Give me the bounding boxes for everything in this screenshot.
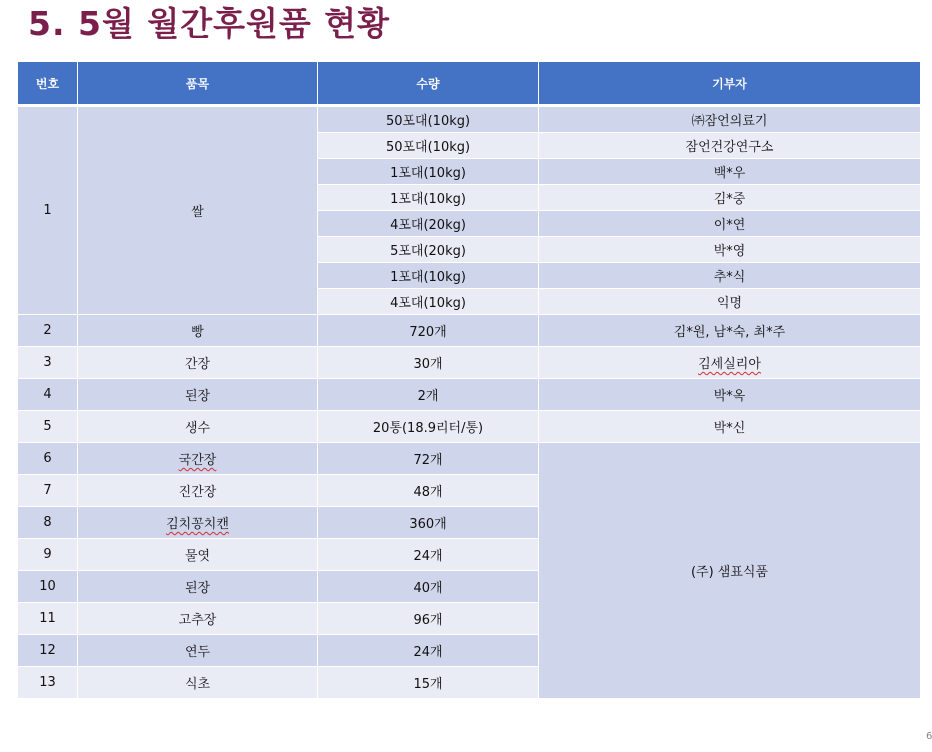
cell-no: 6 <box>18 443 78 475</box>
page-title: 5. 5월 월간후원품 현황 <box>28 4 390 43</box>
cell-qty: 40개 <box>318 571 539 603</box>
table-header-row <box>18 62 921 106</box>
cell-item: 빵 <box>78 315 318 347</box>
cell-qty: 4포대(10kg) <box>318 289 539 315</box>
cell-qty: 720개 <box>318 315 539 347</box>
cell-item: 된장 <box>78 571 318 603</box>
cell-qty: 96개 <box>318 603 539 635</box>
page-number: 6 <box>926 731 932 742</box>
cell-no: 5 <box>18 411 78 443</box>
cell-qty: 72개 <box>318 443 539 475</box>
cell-qty: 360개 <box>318 507 539 539</box>
cell-no: 13 <box>18 667 78 699</box>
cell-item: 간장 <box>78 347 318 379</box>
cell-donor-group: (주) 샘표식품 <box>539 443 921 699</box>
donor-text: 김세실리아 <box>698 357 761 372</box>
cell-item: 연두 <box>78 635 318 667</box>
item-text: 김치꽁치캔 <box>166 517 229 532</box>
cell-qty: 1포대(10kg) <box>318 263 539 289</box>
cell-donor: 잠언건강연구소 <box>539 133 921 159</box>
cell-qty: 15개 <box>318 667 539 699</box>
table-row <box>18 106 921 133</box>
cell-item <box>78 443 318 475</box>
cell-no: 3 <box>18 347 78 379</box>
cell-donor: ㈜잠언의료기 <box>539 106 921 133</box>
cell-no: 8 <box>18 507 78 539</box>
table-row <box>18 443 921 475</box>
cell-item: 된장 <box>78 379 318 411</box>
column-header-donor: 기부자 <box>539 62 921 106</box>
cell-item: 쌀 <box>78 106 318 315</box>
cell-donor: 박*신 <box>539 411 921 443</box>
cell-qty: 1포대(10kg) <box>318 159 539 185</box>
cell-donor: 김*중 <box>539 185 921 211</box>
cell-donor: 박*영 <box>539 237 921 263</box>
table-row <box>18 347 921 379</box>
cell-no: 7 <box>18 475 78 507</box>
cell-qty: 2개 <box>318 379 539 411</box>
cell-qty: 50포대(10kg) <box>318 133 539 159</box>
cell-donor: 이*연 <box>539 211 921 237</box>
cell-donor: 백*우 <box>539 159 921 185</box>
cell-no: 9 <box>18 539 78 571</box>
cell-qty: 4포대(20kg) <box>318 211 539 237</box>
cell-no: 2 <box>18 315 78 347</box>
cell-no: 4 <box>18 379 78 411</box>
cell-qty: 50포대(10kg) <box>318 106 539 133</box>
column-header-no: 번호 <box>18 62 78 106</box>
column-header-item: 품목 <box>78 62 318 106</box>
cell-no: 10 <box>18 571 78 603</box>
cell-qty: 1포대(10kg) <box>318 185 539 211</box>
cell-item <box>78 507 318 539</box>
cell-item: 고추장 <box>78 603 318 635</box>
cell-no: 12 <box>18 635 78 667</box>
cell-qty: 48개 <box>318 475 539 507</box>
table-row <box>18 411 921 443</box>
table-row <box>18 379 921 411</box>
cell-donor: 익명 <box>539 289 921 315</box>
cell-qty: 20통(18.9리터/통) <box>318 411 539 443</box>
cell-qty: 24개 <box>318 539 539 571</box>
cell-donor: 박*옥 <box>539 379 921 411</box>
cell-item: 진간장 <box>78 475 318 507</box>
cell-qty: 30개 <box>318 347 539 379</box>
item-text: 국간장 <box>178 453 217 468</box>
cell-no: 11 <box>18 603 78 635</box>
column-header-qty: 수량 <box>318 62 539 106</box>
donation-table <box>17 61 921 699</box>
cell-item: 식초 <box>78 667 318 699</box>
table-row <box>18 315 921 347</box>
cell-item: 물엿 <box>78 539 318 571</box>
cell-qty: 5포대(20kg) <box>318 237 539 263</box>
cell-donor: 김*원, 남*숙, 최*주 <box>539 315 921 347</box>
cell-no: 1 <box>18 106 78 315</box>
cell-donor: 추*식 <box>539 263 921 289</box>
cell-qty: 24개 <box>318 635 539 667</box>
cell-item: 생수 <box>78 411 318 443</box>
cell-donor <box>539 347 921 379</box>
